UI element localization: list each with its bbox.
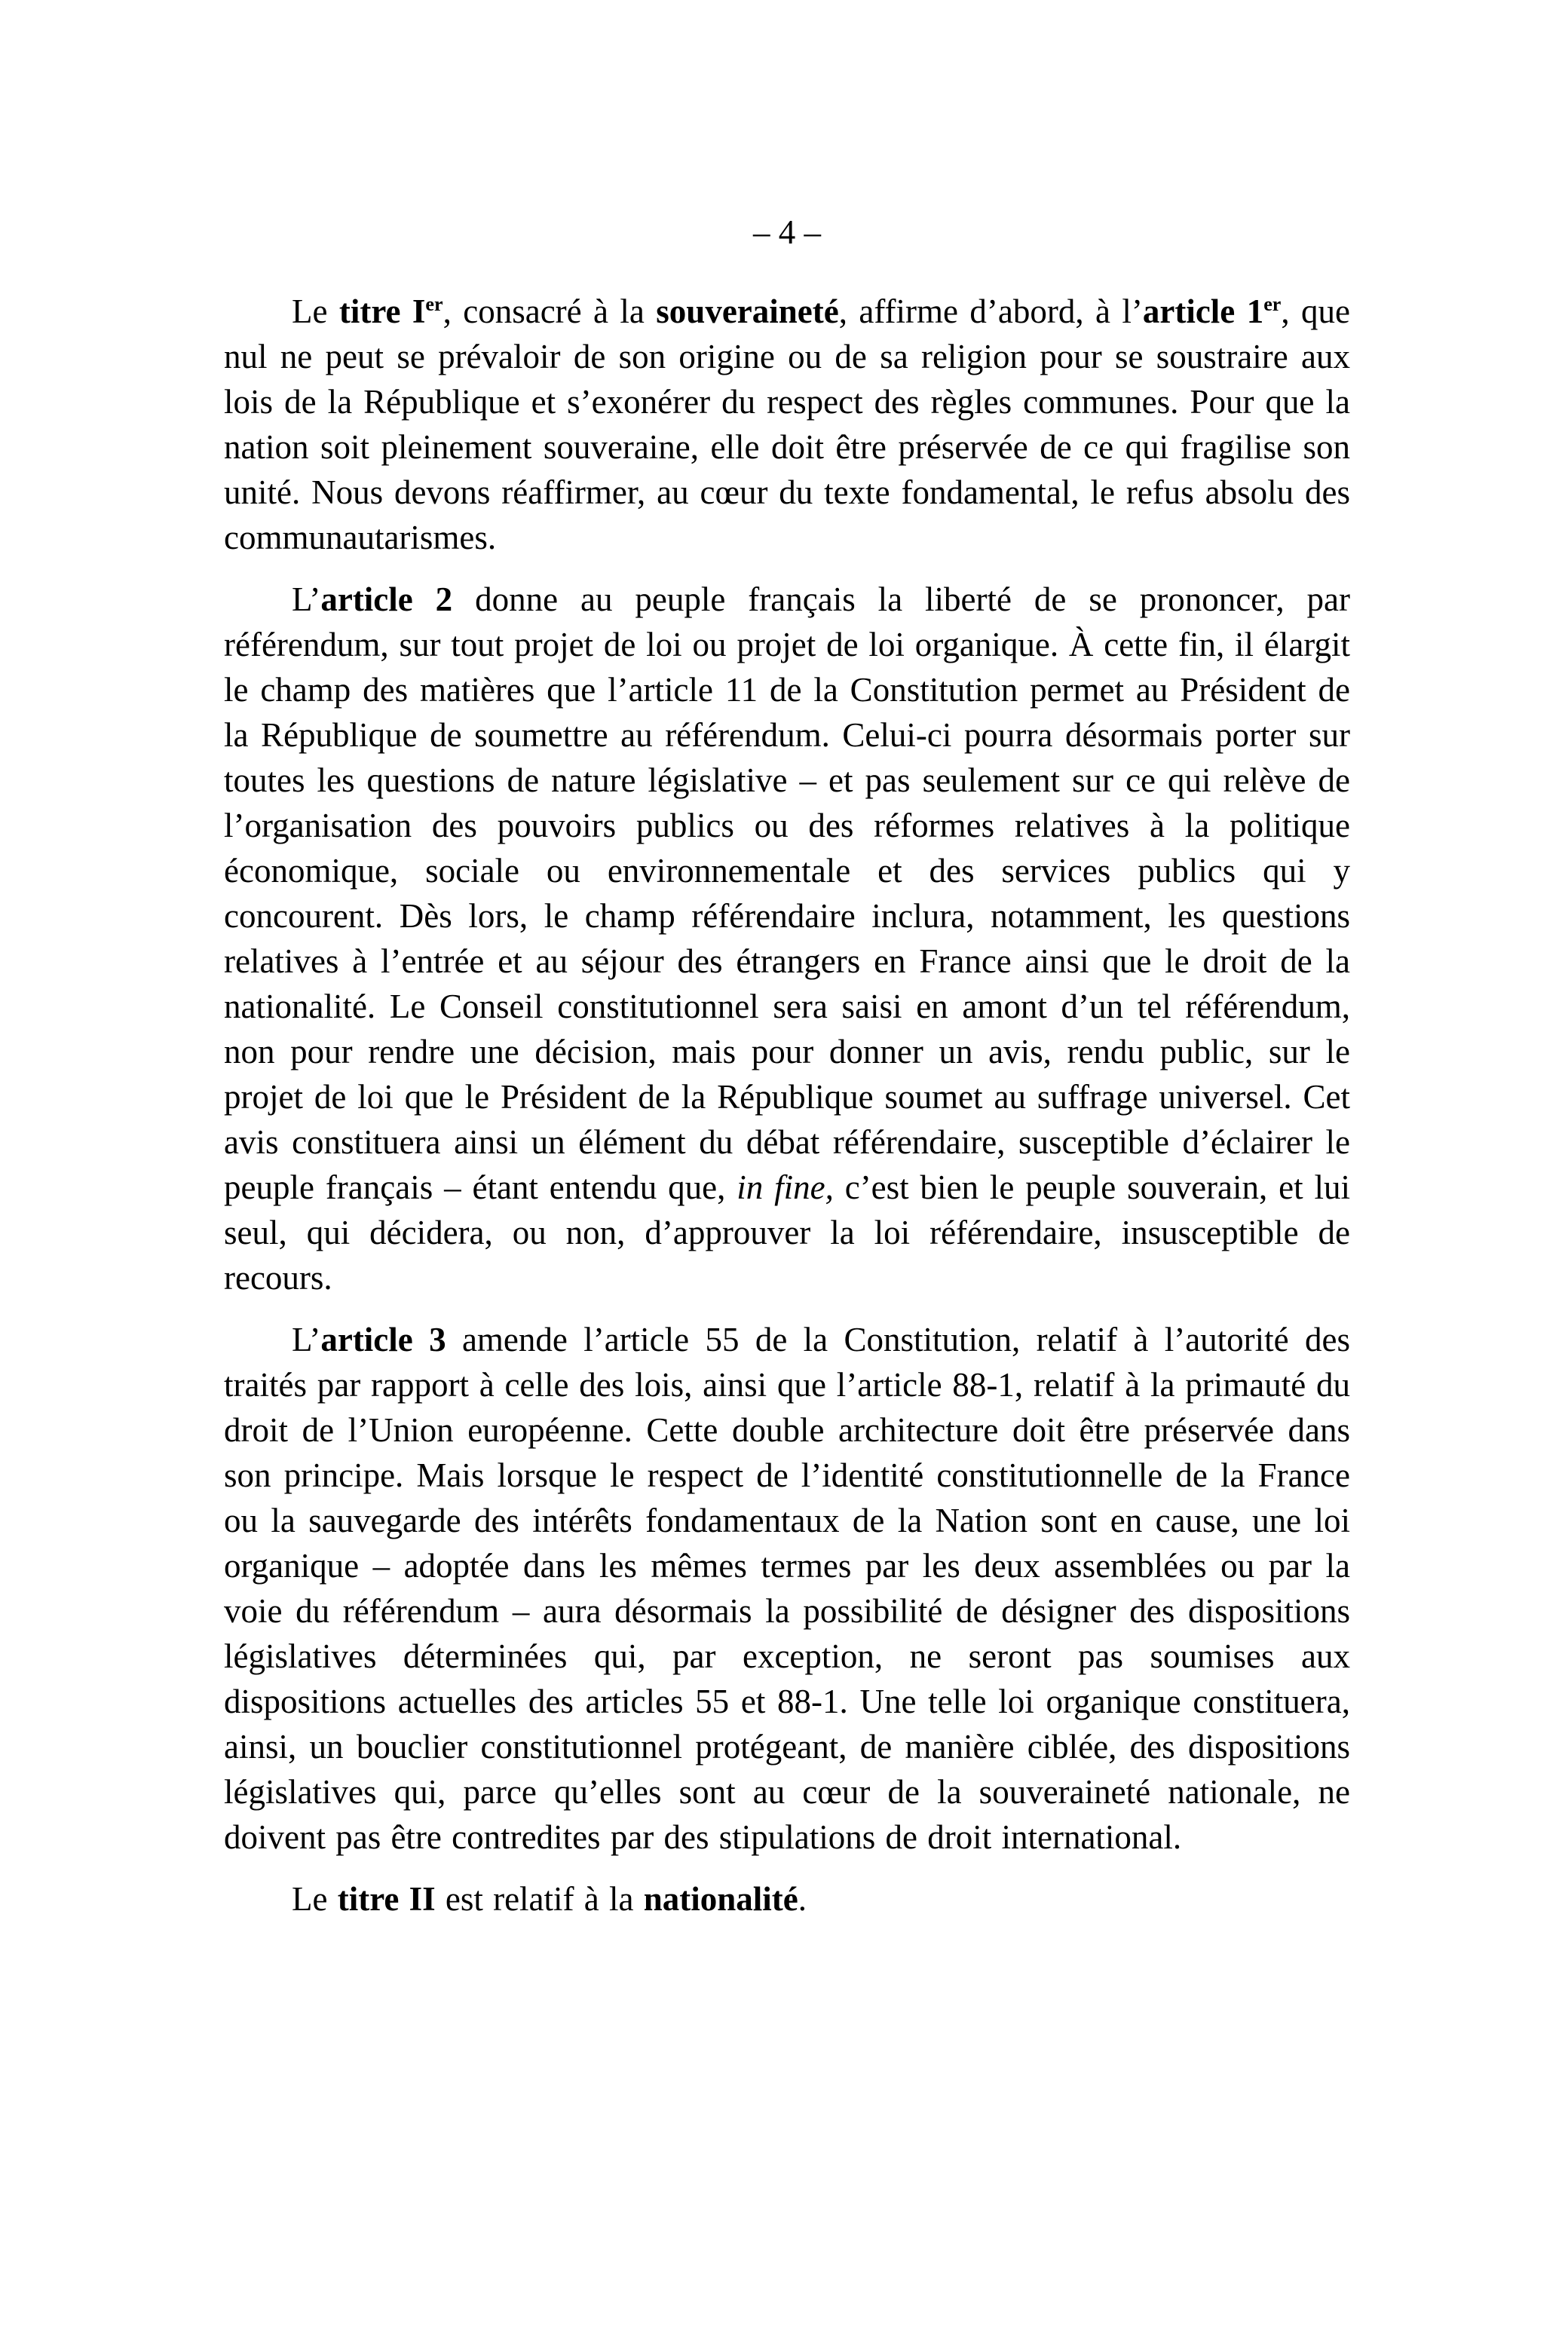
paragraph xyxy=(224,577,1350,1300)
text-segment: er xyxy=(425,293,443,315)
text-segment: est relatif à la xyxy=(435,1880,644,1918)
document-body xyxy=(224,289,1350,1922)
text-segment: L’ xyxy=(292,1321,321,1358)
text-segment: , affirme d’abord, à l’ xyxy=(838,292,1143,330)
text-segment: titre I xyxy=(338,292,426,330)
text-segment: Le xyxy=(292,292,339,330)
document-page xyxy=(224,0,1350,1922)
text-segment: er xyxy=(1263,293,1282,315)
page-number: – 4 – xyxy=(753,213,821,251)
text-segment: article 3 xyxy=(320,1321,446,1358)
text-segment: Le xyxy=(292,1880,338,1918)
text-segment: L’ xyxy=(292,580,321,618)
text-segment: souveraineté xyxy=(656,292,839,330)
text-segment: nationalité xyxy=(643,1880,798,1918)
paragraph xyxy=(224,1876,1350,1922)
text-segment: . xyxy=(798,1880,807,1918)
text-segment: article 2 xyxy=(320,580,453,618)
paragraph xyxy=(224,289,1350,560)
text-segment: titre II xyxy=(337,1880,436,1918)
text-segment: article 1 xyxy=(1142,292,1264,330)
text-segment: in fine, xyxy=(737,1168,834,1206)
text-segment: , consacré à la xyxy=(443,292,657,330)
text-segment: amende l’article 55 de la Constitution, relatif à l’autorité des traités par rapport à celle des lois, ainsi que l’article 88-1, relatif à la primauté du droit de l’Union européenne. Cette double architecture doit être préservée dans son principe. Mais lorsque le respect de l’identité constitutionnelle de la France ou la sauvegarde des intérêts fondamentaux de la Nation sont en cause, une loi organique – adoptée dans les mêmes termes par les deux assemblées ou par la voie du référendum – aura désormais la possibilité de désigner des dispositions législatives déterminées qui, par exception, ne seront pas soumises aux dispositions actuelles des articles 55 et 88-1. Une telle loi organique constituera, ainsi, un bouclier constitutionnel protégeant, de manière ciblée, des dispositions législatives qui, parce qu’elles sont au cœur de la souveraineté nationale, ne doivent pas être contredites par des stipulations de droit international. xyxy=(224,1321,1350,1856)
paragraph xyxy=(224,1317,1350,1860)
text-segment: donne au peuple français la liberté de se prononcer, par référendum, sur tout projet de loi ou projet de loi organique. À cette fin, il élargit le champ des matières que l’article 11 de la Constitution permet au Président de la République de soumettre au référendum. Celui-ci pourra désormais porter sur toutes les questions de nature législative – et pas seulement sur ce qui relève de l’organisation des pouvoirs publics ou des réformes relatives à la politique économique, sociale ou environnementale et des services publics qui y concourent. Dès lors, le champ référendaire inclura, notamment, les questions relatives à l’entrée et au séjour des étrangers en France ainsi que le droit de la nationalité. Le Conseil constitutionnel sera saisi en amont d’un tel référendum, non pour rendre une décision, mais pour donner un avis, rendu public, sur le projet de loi que le Président de la République soumet au suffrage universel. Cet avis constituera ainsi un élément du débat référendaire, susceptible d’éclairer le peuple français – étant entendu que, xyxy=(224,580,1350,1206)
text-segment: c’est bien le peuple souverain, et lui seul, qui décidera, ou non, d’approuver la loi référendaire, insusceptible de recours. xyxy=(224,1168,1350,1297)
text-segment: , que nul ne peut se prévaloir de son origine ou de sa religion pour se soustraire aux lois de la République et s’exonérer du respect des règles communes. Pour que la nation soit pleinement souveraine, elle doit être préservée de ce qui fragilise son unité. Nous devons réaffirmer, au cœur du texte fondamental, le refus absolu des communautarismes. xyxy=(224,292,1351,556)
